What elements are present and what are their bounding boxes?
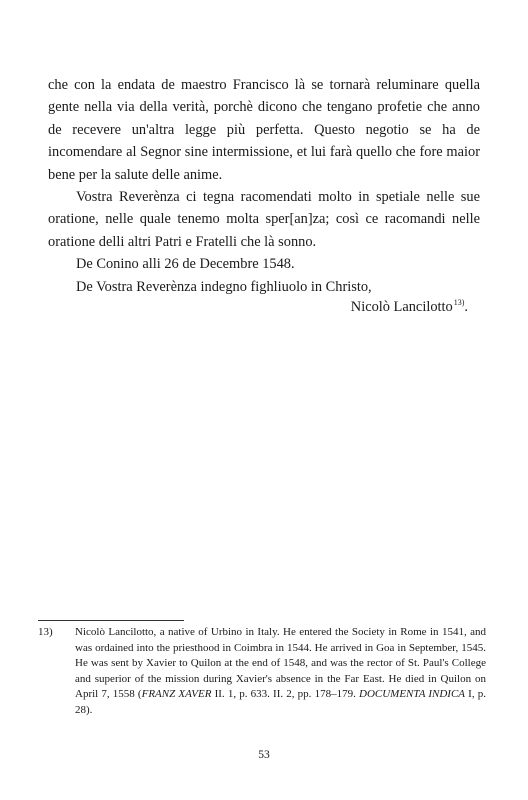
letter-paragraph-1: che con la endata de maestro Francisco là se tornarà reluminare quella gente nella via della verità, porchè dicono che tengano profetie che anno de recevere un'altra legge più perfetta. Questo negotio se ha de incomendare al Segnor sine intermissione, et lui farà quello che fore maior bene per la salute delle anime. xyxy=(48,77,480,183)
letter-paragraph-2: Vostra Reverènza ci tegna racomendati molto in spetiale nelle sue oratione, nelle quale tenemo molta sper[an]za; così ce racomandi nelle oratione delli altri Patri e Fratelli che là sonno. xyxy=(48,189,480,250)
footnote xyxy=(38,625,486,719)
footnote-number: 13) xyxy=(38,626,53,638)
signature-name: Nicolò Lancilotto xyxy=(350,299,453,315)
letter-body xyxy=(48,74,480,298)
footnote-text-part-3: I, p. 28). xyxy=(75,688,487,716)
footnote-text-part-1: Nicolò Lancilotto, a native of Urbino in Italy. He entered the Society in Rome in 1541, and was ordained into the priesthood in Coimbra in 1544. He arrived in Goa in September, 1545. He was sent by Xavier to Quilon at the end of 1548, and was the rector of St. Paul's College and superior of the mission during Xavier's absence in the Far East. He died in Quilon on April 7, 1558 ( xyxy=(75,626,486,701)
footnote-divider xyxy=(38,620,184,621)
signature-period: . xyxy=(464,299,468,315)
footnote-text xyxy=(75,625,486,719)
footnote-reference[interactable]: 13) xyxy=(453,298,465,307)
page-number: 53 xyxy=(258,749,270,761)
signature xyxy=(351,298,468,316)
footnote-text-part-2: II. 1, p. 633. II. 2, pp. 178–179. xyxy=(211,688,359,701)
date-line: De Conino alli 26 de Decembre 1548. xyxy=(76,256,295,273)
closing-line: De Vostra Reverènza indegno fighliuolo in Christo, xyxy=(76,278,372,295)
footnote-citation-franz-xaver: FRANZ XAVER xyxy=(141,688,212,701)
footnote-citation-documenta-indica: DOCUMENTA INDICA xyxy=(359,688,466,701)
